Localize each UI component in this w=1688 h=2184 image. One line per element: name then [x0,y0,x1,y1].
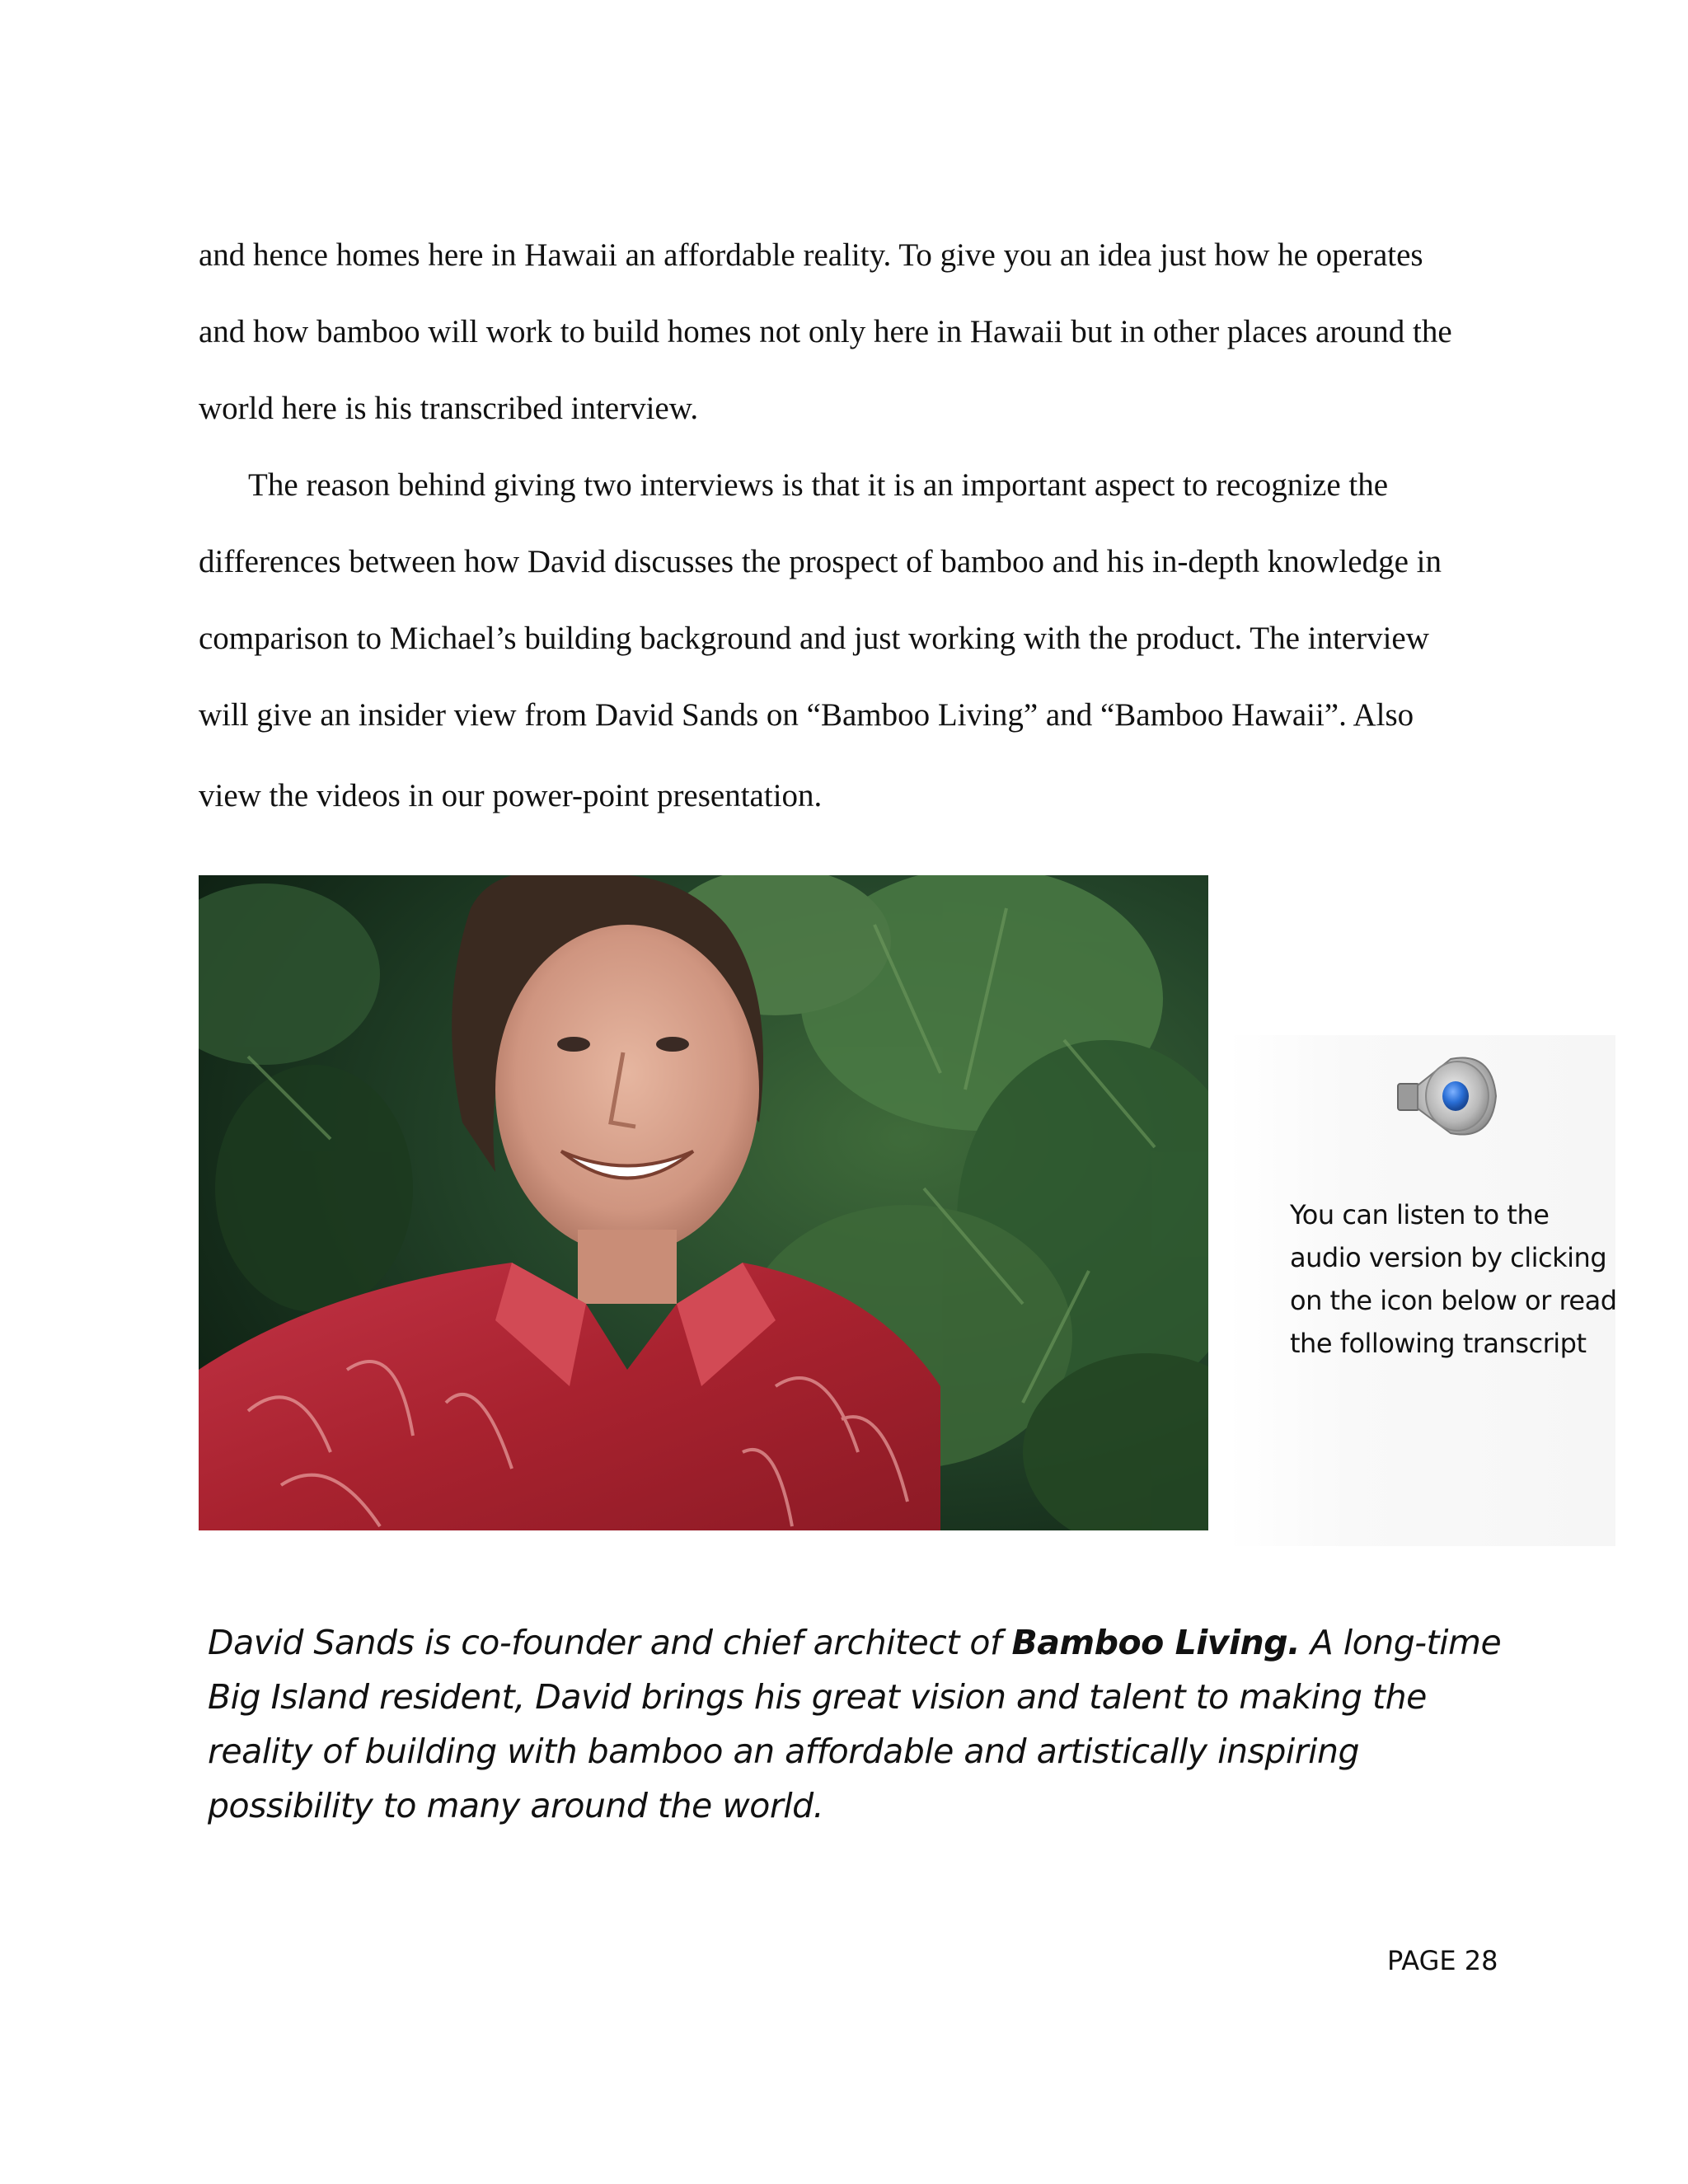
body-line: and hence homes here in Hawaii an affordable reality. To give you an idea just how he operates [199,237,1423,273]
body-line: will give an insider view from David Sands on “Bamboo Living” and “Bamboo Hawaii”. Also [199,697,1414,733]
audio-note-line: You can listen to the [1290,1199,1550,1230]
photo-caption [208,1615,1502,1833]
audio-note-line: the following transcript [1290,1328,1587,1359]
body-line: differences between how David discusses the prospect of bamboo and his in-depth knowledge in [199,544,1442,579]
audio-note-line: on the icon below or read [1290,1285,1617,1316]
body-line: The reason behind giving two interviews is that it is an important aspect to recognize the [248,467,1389,503]
speaker-icon[interactable] [1393,1051,1504,1141]
body-line: and how bamboo will work to build homes not only here in Hawaii but in other places around the [199,314,1452,349]
caption-line: Big Island resident, David brings his great vision and talent to making the [208,1677,1427,1717]
audio-instructions [1290,1193,1620,1365]
caption-company-name: Bamboo Living. [1011,1623,1301,1662]
portrait-photo-graphic [199,875,1208,1530]
body-line: world here is his transcribed interview. [199,391,699,426]
page-number: PAGE 28 [1387,1945,1498,1976]
speaker-icon-graphic [1393,1051,1504,1141]
portrait-photo [199,875,1208,1530]
audio-note-line: audio version by clicking [1290,1242,1607,1273]
body-line: comparison to Michael’s building background and just working with the product. The interview [199,621,1429,656]
caption-line: reality of building with bamboo an affordable and artistically inspiring [208,1732,1359,1771]
body-text [199,229,1497,846]
caption-text: A long-time [1300,1623,1502,1662]
caption-line [208,1615,1502,1670]
caption-line: possibility to many around the world. [208,1786,824,1825]
body-line: view the videos in our power-point presentation. [199,778,823,813]
caption-text: David Sands is co-founder and chief architect of [208,1623,1012,1662]
